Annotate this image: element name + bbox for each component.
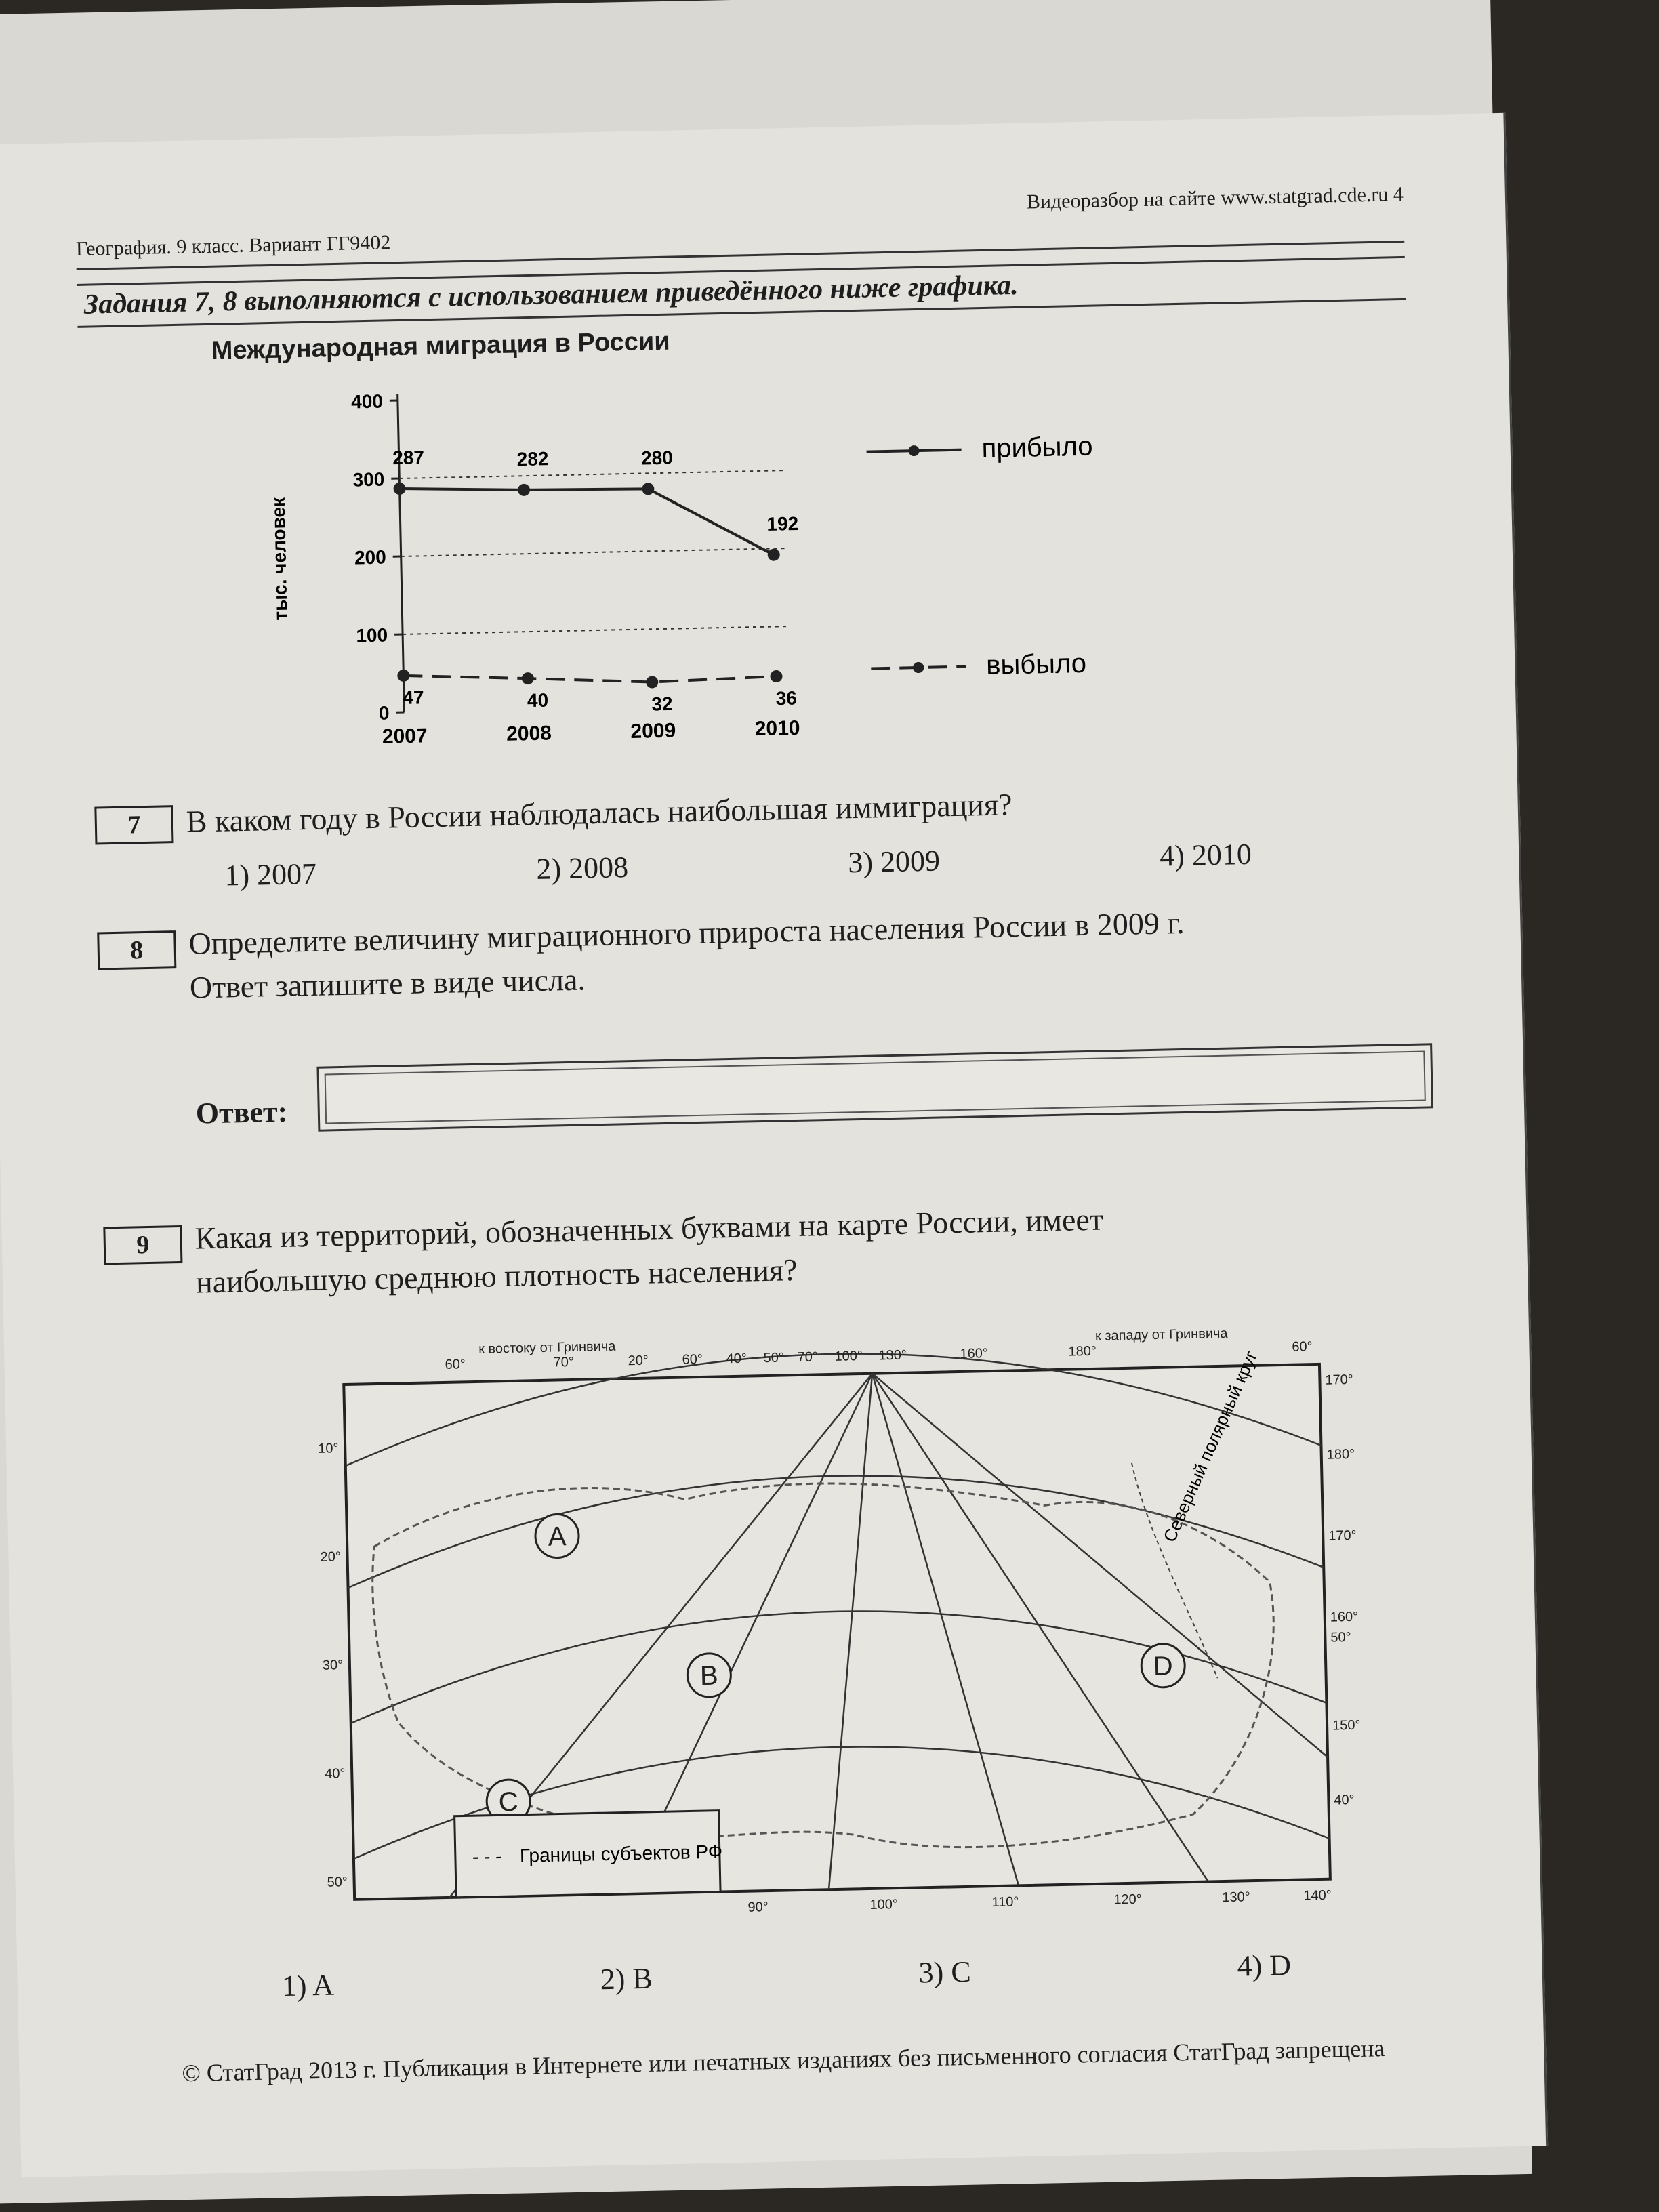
map-legend-dash: - - - — [472, 1845, 502, 1868]
q9-option-4[interactable]: 4) D — [1237, 1948, 1292, 1983]
question-7-number: 7 — [94, 805, 173, 844]
grid-line-100 — [403, 626, 789, 634]
legend-marker-1 — [913, 662, 924, 673]
grid-line-200 — [401, 548, 787, 556]
map-right-deg-6: 150° — [1332, 1717, 1361, 1734]
question-9-line-2: наибольшую среднюю плотность населения? — [195, 1252, 798, 1300]
q7-option-1[interactable]: 1) 2007 — [224, 857, 317, 893]
y-axis-label: тыс. человек — [267, 497, 291, 621]
series-line-1 — [403, 668, 776, 687]
map-top-deg-12: 60° — [1292, 1339, 1313, 1355]
series-0-value-label-2009: 280 — [640, 447, 674, 469]
q7-option-3[interactable]: 3) 2009 — [847, 844, 941, 880]
grid-line-300 — [399, 470, 785, 478]
map-left-deg-4: 40° — [325, 1766, 346, 1782]
map-bottom-deg-1: 90° — [747, 1900, 769, 1915]
q7-option-2[interactable]: 2) 2008 — [535, 851, 629, 886]
series-line-0 — [400, 480, 774, 562]
map-top-deg-6: 50° — [763, 1350, 785, 1366]
q9-option-3[interactable]: 3) C — [918, 1954, 972, 1990]
map-top-deg-8: 100° — [834, 1349, 863, 1364]
header-right: Видеоразбор на сайте www.statgrad.cde.ru 4 — [1026, 182, 1404, 213]
map-top-deg-1: 60° — [445, 1357, 466, 1372]
map-right-deg-7: 40° — [1334, 1792, 1355, 1808]
tasks-title: Задания 7, 8 выполняются с использованием приведённого ниже графика. — [83, 269, 1019, 321]
map-east-note: к востоку от Гринвича — [478, 1338, 616, 1357]
y-tick-label-100: 100 — [356, 624, 388, 647]
arctic-circle-label: Северный полярный круг — [1159, 1347, 1261, 1545]
marker-d-label: D — [1153, 1651, 1174, 1682]
legend-label-1: выбыло — [985, 648, 1087, 680]
question-7-text: В каком году в России наблюдалась наибольшая иммиграция? — [186, 787, 1012, 839]
q9-option-2[interactable]: 2) B — [600, 1961, 653, 1996]
map-top-deg-11: 180° — [1068, 1343, 1097, 1359]
map-right-deg-1: 170° — [1325, 1372, 1354, 1388]
series-1-value-label-2008: 40 — [527, 689, 549, 712]
map-left-deg-2: 20° — [320, 1549, 342, 1565]
series-1-value-label-2007: 47 — [403, 687, 424, 708]
map-top-deg-3: 20° — [628, 1353, 649, 1369]
series-0-value-label-2010: 192 — [766, 512, 799, 535]
legend-marker-0 — [908, 445, 919, 456]
legend-label-0: прибыло — [981, 431, 1093, 464]
y-tick-label-300: 300 — [352, 468, 385, 491]
series-1-value-label-2010: 36 — [775, 687, 798, 710]
exam-page — [0, 113, 1548, 2178]
series-0-point-2008 — [518, 484, 530, 496]
series-1-point-2010 — [770, 670, 782, 682]
question-8-line-2: Ответ запишите в виде числа. — [189, 962, 586, 1005]
map-west-note: к западу от Гринвича — [1094, 1326, 1228, 1344]
series-1-value-label-2009: 32 — [651, 693, 673, 715]
map-right-deg-3: 170° — [1328, 1528, 1357, 1544]
y-axis-line — [398, 394, 405, 712]
x-tick-label-2008: 2008 — [506, 722, 552, 745]
footer-copyright: © СтатГрад 2013 г. Публикация в Интернете или печатных изданиях без письменного согласия СтатГрад запрещена — [182, 2034, 1385, 2087]
series-0-point-2009 — [642, 483, 654, 495]
chart-title: Международная миграция в России — [211, 327, 671, 365]
y-tick-label-200: 200 — [354, 546, 387, 569]
map-bottom-deg-2: 100° — [869, 1897, 899, 1912]
series-0-point-2007 — [393, 483, 405, 495]
map-bottom-deg-5: 130° — [1222, 1889, 1250, 1906]
q7-option-4[interactable]: 4) 2010 — [1159, 837, 1252, 873]
map-bottom-deg-4: 120° — [1113, 1891, 1143, 1908]
marker-b-label: B — [699, 1660, 719, 1692]
question-9-number: 9 — [103, 1225, 182, 1265]
series-1-point-2007 — [397, 670, 409, 682]
series-0-point-2010 — [768, 549, 780, 561]
x-tick-label-2009: 2009 — [630, 719, 676, 743]
map-top-deg-7: 70° — [797, 1349, 819, 1366]
series-0-value-label-2008: 282 — [516, 448, 549, 470]
answer-field-inner — [325, 1051, 1426, 1124]
y-tick-label-400: 400 — [350, 390, 384, 413]
russia-map — [318, 1323, 1361, 1957]
map-top-deg-9: 130° — [878, 1347, 907, 1364]
map-right-deg-2: 180° — [1326, 1446, 1355, 1462]
map-top-deg-5: 40° — [726, 1351, 747, 1367]
map-right-deg-5: 50° — [1330, 1630, 1351, 1645]
series-1-point-2009 — [646, 676, 658, 688]
map-left-deg-5: 50° — [327, 1875, 348, 1890]
map-left-deg-1: 10° — [318, 1441, 339, 1456]
marker-c-label: C — [498, 1786, 519, 1818]
question-8-number: 8 — [97, 930, 176, 970]
y-tick-label-0: 0 — [378, 702, 390, 724]
map-top-deg-10: 160° — [960, 1346, 989, 1361]
q9-option-1[interactable]: 1) A — [281, 1968, 335, 2003]
question-9-line-1: Какая из территорий, обозначенных буквами на карте России, имеет — [194, 1202, 1104, 1256]
x-tick-label-2010: 2010 — [754, 716, 800, 741]
map-top-deg-2: 70° — [553, 1354, 575, 1370]
migration-chart — [241, 358, 1164, 756]
map-top-deg-4: 60° — [682, 1351, 703, 1368]
map-svg — [318, 1323, 1361, 1954]
map-right-deg-4: 160° — [1330, 1609, 1359, 1625]
question-8-line-1: Определите величину миграционного прироста населения России в 2009 г. — [188, 905, 1185, 961]
map-legend-text: Границы субъектов РФ — [519, 1841, 723, 1866]
x-tick-label-2007: 2007 — [382, 724, 428, 748]
map-bottom-deg-3: 110° — [991, 1894, 1019, 1910]
header-left: География. 9 класс. Вариант ГГ9402 — [75, 231, 391, 260]
map-left-deg-3: 30° — [322, 1658, 344, 1673]
marker-a-label: A — [548, 1521, 567, 1552]
answer-field[interactable] — [316, 1043, 1433, 1131]
series-0-value-label-2007: 287 — [392, 447, 425, 469]
map-bottom-deg-6: 140° — [1303, 1887, 1332, 1904]
series-1-point-2008 — [522, 672, 534, 684]
answer-label: Ответ: — [195, 1094, 288, 1130]
